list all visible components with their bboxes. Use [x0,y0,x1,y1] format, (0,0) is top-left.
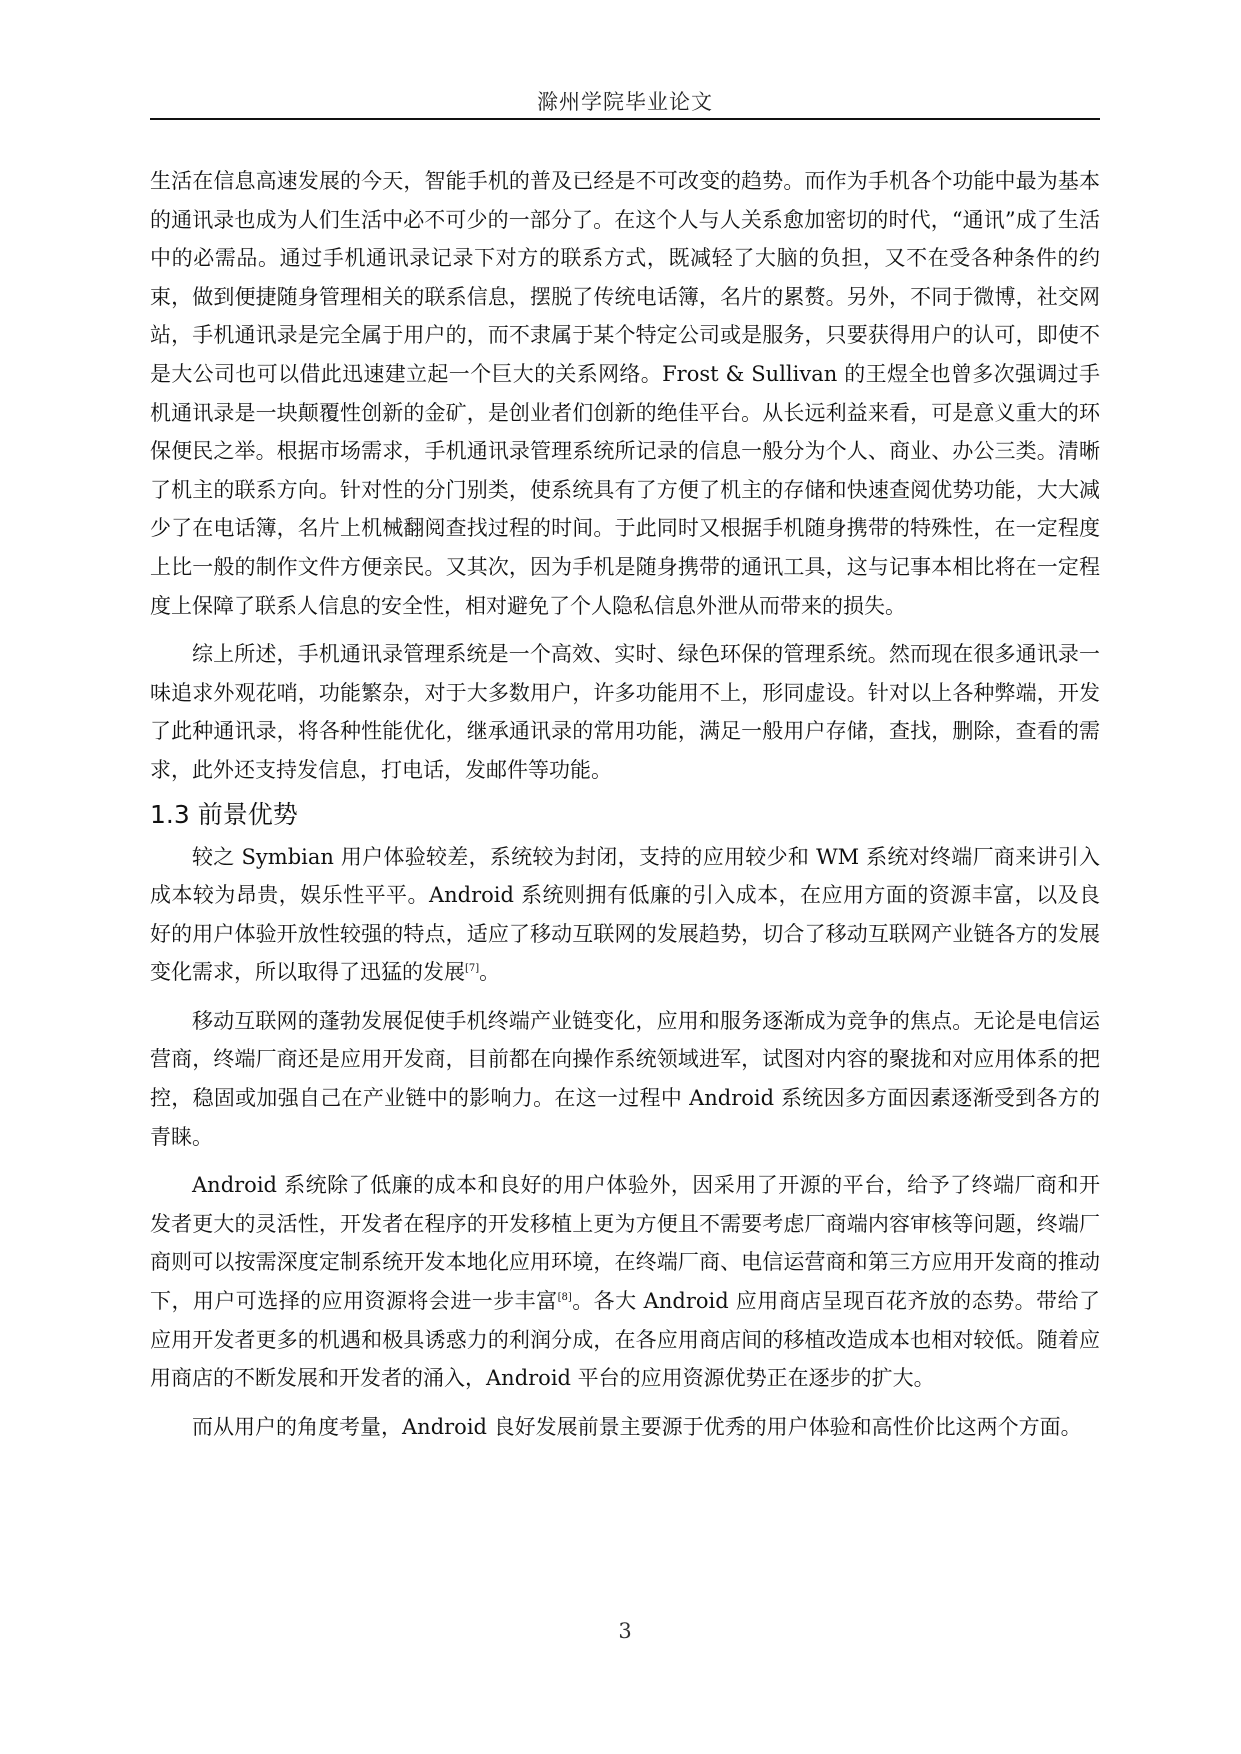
section-heading: 1.3 前景优势 [150,799,298,829]
paragraph-3-end: 。 [479,960,501,985]
paragraph-6: 而从用户的角度考量，Android 良好发展前景主要源于优秀的用户体验和高性价比这两个方面。 [192,1414,1082,1439]
paragraph-5 [150,1166,1100,1398]
paragraph-3 [150,838,1100,992]
citation-7: [7] [465,963,480,975]
paragraph-5-text: Android 系统除了低廉的成本和良好的用户体验外，因采用了开源的平台，给予了终端厂商和开发者更大的灵活性，开发者在程序的开发移植上更为方便且不需要考虑厂商端内容审核等问题，终端厂商则可以按需深度定制系统开发本地化应用环境，在终端厂商、电信运营商和第三方应用开发商的推动下，用户可选择的应用资源将会进一步丰富 [150,1173,1100,1314]
document-body [150,162,1100,1446]
header-rule [150,118,1100,120]
paragraph-1: 生活在信息高速发展的今天，智能手机的普及已经是不可改变的趋势。而作为手机各个功能中最为基本的通讯录也成为人们生活中必不可少的一部分了。在这个人与人关系愈加密切的时代，“通讯”成了生活中的必需品。通过手机通讯录记录下对方的联系方式，既减轻了大脑的负担，又不在受各种条件的约束，做到便捷随身管理相关的联系信息，摆脱了传统电话簿，名片的累赘。另外，不同于微博，社交网站，手机通讯录是完全属于用户的，而不隶属于某个特定公司或是服务，只要获得用户的认可，即使不是大公司也可以借此迅速建立起一个巨大的关系网络。Frost & Sullivan 的王煜全也曾多次强调过手机通讯录是一块颠覆性创新的金矿，是创业者们创新的绝佳平台。从长远利益来看，可是意义重大的环保便民之举。根据市场需求，手机通讯录管理系统所记录的信息一般分为个人、商业、办公三类。清晰了机主的联系方向。针对性的分门别类，使系统具有了方便了机主的存储和快速查阅优势功能，大大减少了在电话簿，名片上机械翻阅查找过程的时间。于此同时又根据手机随身携带的特殊性，在一定程度上比一般的制作文件方便亲民。又其次，因为手机是随身携带的通讯工具，这与记事本相比将在一定程度上保障了联系人信息的安全性，相对避免了个人隐私信息外泄从而带来的损失。 [150,169,1100,618]
citation-8: [8] [557,1292,572,1304]
paragraph-5-end: 。各大 Android 应用商店呈现百花齐放的态势。带给了应用开发者更多的机遇和极具诱惑力的利润分成，在各应用商店间的移植改造成本也相对较低。随着应用商店的不断发展和开发者的涌入，Android 平台的应用资源优势正在逐步的扩大。 [150,1289,1100,1391]
running-header: 滁州学院毕业论文 [537,90,713,114]
page-number: 3 [618,1619,632,1643]
paragraph-3-text: 较之 Symbian 用户体验较差，系统较为封闭，支持的应用较少和 WM 系统对终端厂商来讲引入成本较为昂贵，娱乐性平平。Android 系统则拥有低廉的引入成本，在应用方面的资源丰富，以及良好的用户体验开放性较强的特点，适应了移动互联网的发展趋势，切合了移动互联网产业链各方的发展变化需求，所以取得了迅猛的发展 [150,844,1100,985]
paragraph-4: 移动互联网的蓬勃发展促使手机终端产业链变化，应用和服务逐渐成为竞争的焦点。无论是电信运营商，终端厂商还是应用开发商，目前都在向操作系统领域进军，试图对内容的聚拢和对应用体系的把控，稳固或加强自己在产业链中的影响力。在这一过程中 Android 系统因多方面因素逐渐受到各方的青睐。 [150,1008,1100,1149]
paragraph-2: 综上所述，手机通讯录管理系统是一个高效、实时、绿色环保的管理系统。然而现在很多通讯录一味追求外观花哨，功能繁杂，对于大多数用户，许多功能用不上，形同虚设。针对以上各种弊端，开发了此种通讯录，将各种性能优化，继承通讯录的常用功能，满足一般用户存储，查找，删除，查看的需求，此外还支持发信息，打电话，发邮件等功能。 [150,642,1100,782]
